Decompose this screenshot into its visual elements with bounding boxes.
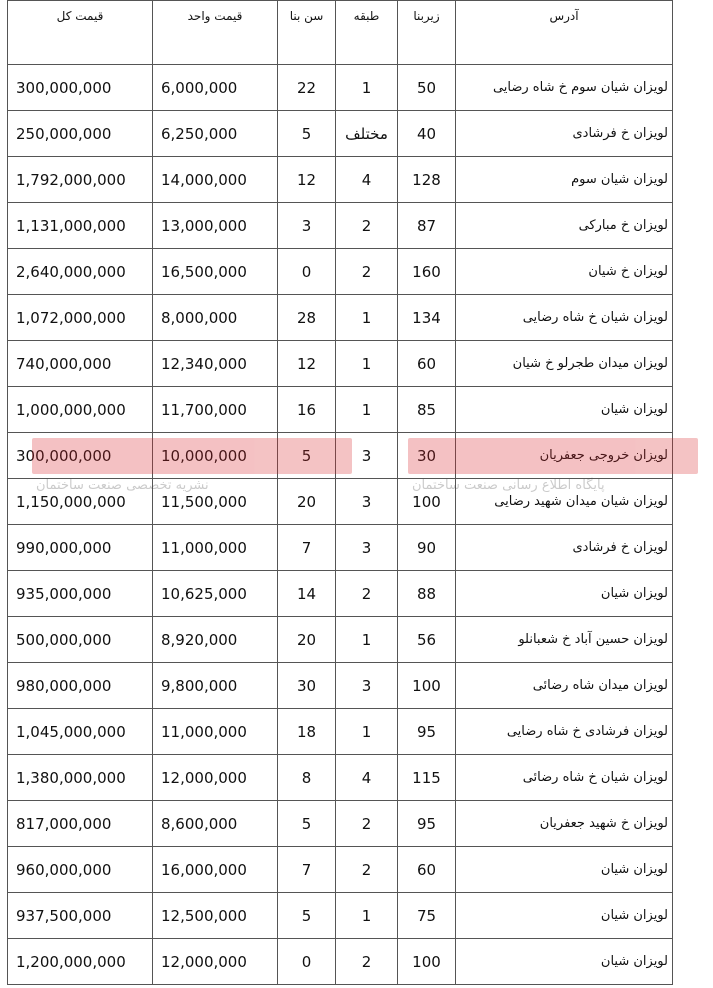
cell-total-price: 250,000,000 xyxy=(8,111,153,157)
cell-unit-price: 11,000,000 xyxy=(153,525,278,571)
cell-unit-price: 12,500,000 xyxy=(153,893,278,939)
cell-unit-price: 11,700,000 xyxy=(153,387,278,433)
cell-building-age: 5 xyxy=(278,893,336,939)
table-row xyxy=(8,893,673,939)
cell-address: لویزان شیان xyxy=(456,571,673,617)
cell-address: لویزان خ مبارکی xyxy=(456,203,673,249)
cell-unit-price: 16,500,000 xyxy=(153,249,278,295)
cell-address: لویزان شیان xyxy=(456,387,673,433)
cell-building-age: 7 xyxy=(278,847,336,893)
table-row xyxy=(8,755,673,801)
cell-total-price: 937,500,000 xyxy=(8,893,153,939)
table-row xyxy=(8,433,673,479)
cell-address: لویزان خروجی جعفریان xyxy=(456,433,673,479)
cell-area: 95 xyxy=(398,709,456,755)
table-row xyxy=(8,709,673,755)
cell-total-price: 500,000,000 xyxy=(8,617,153,663)
cell-total-price: 960,000,000 xyxy=(8,847,153,893)
cell-building-age: 5 xyxy=(278,111,336,157)
cell-total-price: 1,072,000,000 xyxy=(8,295,153,341)
cell-address: لویزان حسین آباد خ شعبانلو xyxy=(456,617,673,663)
table-row xyxy=(8,157,673,203)
cell-building-age: 0 xyxy=(278,249,336,295)
cell-address: لویزان خ فرشادی xyxy=(456,525,673,571)
table-body xyxy=(8,65,673,985)
cell-unit-price: 16,000,000 xyxy=(153,847,278,893)
cell-address: لویزان شیان xyxy=(456,847,673,893)
cell-area: 100 xyxy=(398,663,456,709)
cell-total-price: 1,150,000,000 xyxy=(8,479,153,525)
cell-building-age: 20 xyxy=(278,479,336,525)
cell-address: لویزان خ فرشادی xyxy=(456,111,673,157)
cell-building-age: 14 xyxy=(278,571,336,617)
cell-area: 95 xyxy=(398,801,456,847)
table-row xyxy=(8,295,673,341)
cell-floor: مختلف xyxy=(336,111,398,157)
cell-area: 50 xyxy=(398,65,456,111)
price-table xyxy=(7,0,673,985)
cell-unit-price: 14,000,000 xyxy=(153,157,278,203)
table-row xyxy=(8,479,673,525)
table-row xyxy=(8,387,673,433)
cell-floor: 3 xyxy=(336,663,398,709)
cell-building-age: 5 xyxy=(278,801,336,847)
cell-floor: 2 xyxy=(336,203,398,249)
cell-address: لویزان شیان xyxy=(456,893,673,939)
cell-address: لویزان خ شیان xyxy=(456,249,673,295)
cell-address: لویزان میدان طجرلو خ شیان xyxy=(456,341,673,387)
table-row xyxy=(8,617,673,663)
cell-floor: 2 xyxy=(336,801,398,847)
cell-unit-price: 6,250,000 xyxy=(153,111,278,157)
header-floor: طبقه xyxy=(336,1,398,65)
cell-area: 134 xyxy=(398,295,456,341)
cell-floor: 1 xyxy=(336,387,398,433)
cell-address: لویزان شیان میدان شهید رضایی xyxy=(456,479,673,525)
cell-floor: 1 xyxy=(336,65,398,111)
cell-total-price: 817,000,000 xyxy=(8,801,153,847)
cell-area: 87 xyxy=(398,203,456,249)
cell-floor: 4 xyxy=(336,157,398,203)
cell-area: 115 xyxy=(398,755,456,801)
cell-total-price: 1,045,000,000 xyxy=(8,709,153,755)
cell-total-price: 300,000,000 xyxy=(8,433,153,479)
cell-area: 85 xyxy=(398,387,456,433)
cell-unit-price: 8,920,000 xyxy=(153,617,278,663)
table-row xyxy=(8,111,673,157)
cell-total-price: 1,792,000,000 xyxy=(8,157,153,203)
watermark-subtitle-right: پایگاه اطلاع رسانی صنعت ساختمان xyxy=(412,478,605,493)
cell-floor: 3 xyxy=(336,479,398,525)
cell-total-price: 1,131,000,000 xyxy=(8,203,153,249)
table-row xyxy=(8,801,673,847)
cell-unit-price: 12,000,000 xyxy=(153,939,278,985)
header-total-price: قیمت کل xyxy=(8,1,153,65)
cell-unit-price: 8,600,000 xyxy=(153,801,278,847)
table-row xyxy=(8,571,673,617)
cell-unit-price: 10,625,000 xyxy=(153,571,278,617)
cell-floor: 1 xyxy=(336,709,398,755)
cell-floor: 2 xyxy=(336,939,398,985)
cell-building-age: 5 xyxy=(278,433,336,479)
table-row xyxy=(8,203,673,249)
watermark-subtitle-left: نشریه تخصصی صنعت ساختمان xyxy=(36,478,209,493)
cell-area: 60 xyxy=(398,847,456,893)
cell-total-price: 1,000,000,000 xyxy=(8,387,153,433)
cell-floor: 1 xyxy=(336,341,398,387)
cell-unit-price: 8,000,000 xyxy=(153,295,278,341)
cell-floor: 4 xyxy=(336,755,398,801)
cell-address: لویزان شیان xyxy=(456,939,673,985)
cell-address: لویزان میدان شاه رضائی xyxy=(456,663,673,709)
table-header-row xyxy=(8,1,673,65)
header-unit-price: قیمت واحد xyxy=(153,1,278,65)
cell-area: 75 xyxy=(398,893,456,939)
cell-unit-price: 11,000,000 xyxy=(153,709,278,755)
cell-building-age: 28 xyxy=(278,295,336,341)
cell-floor: 2 xyxy=(336,847,398,893)
cell-building-age: 20 xyxy=(278,617,336,663)
cell-total-price: 300,000,000 xyxy=(8,65,153,111)
cell-address: لویزان خ شهید جعفریان xyxy=(456,801,673,847)
cell-floor: 3 xyxy=(336,525,398,571)
cell-floor: 3 xyxy=(336,433,398,479)
table-row xyxy=(8,847,673,893)
cell-area: 30 xyxy=(398,433,456,479)
cell-address: لویزان شیان سوم خ شاه رضایی xyxy=(456,65,673,111)
cell-area: 88 xyxy=(398,571,456,617)
cell-total-price: 1,380,000,000 xyxy=(8,755,153,801)
cell-unit-price: 10,000,000 xyxy=(153,433,278,479)
cell-floor: 1 xyxy=(336,893,398,939)
cell-total-price: 980,000,000 xyxy=(8,663,153,709)
cell-area: 100 xyxy=(398,479,456,525)
cell-unit-price: 9,800,000 xyxy=(153,663,278,709)
cell-building-age: 16 xyxy=(278,387,336,433)
cell-floor: 2 xyxy=(336,249,398,295)
header-building-age: سن بنا xyxy=(278,1,336,65)
cell-area: 100 xyxy=(398,939,456,985)
price-table-container xyxy=(7,0,672,985)
cell-building-age: 7 xyxy=(278,525,336,571)
cell-building-age: 0 xyxy=(278,939,336,985)
cell-area: 90 xyxy=(398,525,456,571)
cell-unit-price: 13,000,000 xyxy=(153,203,278,249)
cell-address: لویزان شیان خ شاه رضائی xyxy=(456,755,673,801)
cell-floor: 1 xyxy=(336,617,398,663)
cell-address: لویزان فرشادی خ شاه رضایی xyxy=(456,709,673,755)
cell-building-age: 18 xyxy=(278,709,336,755)
cell-area: 60 xyxy=(398,341,456,387)
table-row xyxy=(8,341,673,387)
table-row xyxy=(8,525,673,571)
cell-address: لویزان شیان سوم xyxy=(456,157,673,203)
cell-building-age: 22 xyxy=(278,65,336,111)
cell-area: 40 xyxy=(398,111,456,157)
cell-address: لویزان شیان خ شاه رضایی xyxy=(456,295,673,341)
cell-building-age: 30 xyxy=(278,663,336,709)
cell-total-price: 740,000,000 xyxy=(8,341,153,387)
table-row xyxy=(8,663,673,709)
cell-area: 128 xyxy=(398,157,456,203)
header-area: زیربنا xyxy=(398,1,456,65)
table-row xyxy=(8,249,673,295)
cell-unit-price: 6,000,000 xyxy=(153,65,278,111)
cell-area: 160 xyxy=(398,249,456,295)
cell-building-age: 8 xyxy=(278,755,336,801)
cell-building-age: 12 xyxy=(278,341,336,387)
cell-unit-price: 11,500,000 xyxy=(153,479,278,525)
cell-floor: 2 xyxy=(336,571,398,617)
table-row xyxy=(8,65,673,111)
cell-building-age: 12 xyxy=(278,157,336,203)
cell-total-price: 1,200,000,000 xyxy=(8,939,153,985)
cell-floor: 1 xyxy=(336,295,398,341)
cell-area: 56 xyxy=(398,617,456,663)
cell-building-age: 3 xyxy=(278,203,336,249)
cell-total-price: 990,000,000 xyxy=(8,525,153,571)
cell-unit-price: 12,000,000 xyxy=(153,755,278,801)
header-address: آدرس xyxy=(456,1,673,65)
cell-unit-price: 12,340,000 xyxy=(153,341,278,387)
table-row xyxy=(8,939,673,985)
cell-total-price: 2,640,000,000 xyxy=(8,249,153,295)
cell-total-price: 935,000,000 xyxy=(8,571,153,617)
